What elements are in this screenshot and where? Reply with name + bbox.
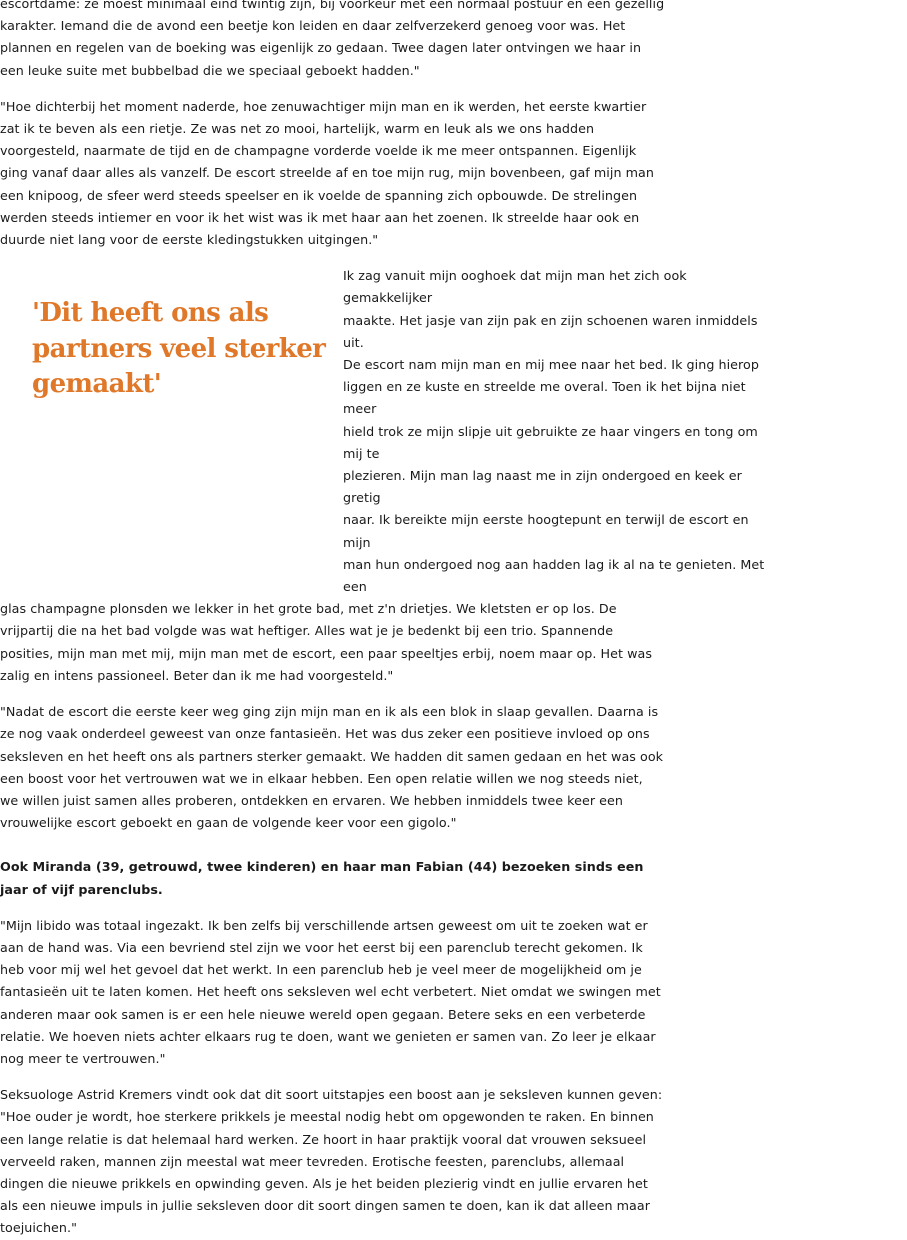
paragraph-3-floated <box>343 265 775 598</box>
pull-quote: 'Dit heeft ons als partners veel sterker gemaakt' <box>32 298 326 399</box>
paragraph-3-line: maakte. Het jasje van zijn pak en zijn schoenen waren inmiddels uit. <box>343 312 758 350</box>
paragraph-4: "Nadat de escort die eerste keer weg ging zijn mijn man en ik als een blok in slaap gevallen. Daarna is ze nog vaak onderdeel geweest van onze fantasieën. Het was dus zeker een positieve invloed op ons seksleven en het heeft ons als partners sterker gemaakt. We hadden dit samen gedaan en het was ook een boost voor het vertrouwen wat we in elkaar hebben. Een open relatie willen we nog steeds niet, we willen juist samen alles proberen, ontdekken en ervaren. We hebben inmiddels twee keer een vrouwelijke escort geboekt en gaan de volgende keer voor een gigolo." <box>0 704 664 831</box>
paragraph-3-line: plezieren. Mijn man lag naast me in zijn ondergoed en keek er gretig <box>343 468 742 506</box>
paragraph-3-line: hield trok ze mijn slipje uit gebruikte ze haar vingers en tong om mij te <box>343 423 758 461</box>
paragraph-3-line: Ik zag vanuit mijn ooghoek dat mijn man het zich ook gemakkelijker <box>343 268 687 306</box>
paragraph-6: Seksuologe Astrid Kremers vindt ook dat dit soort uitstapjes een boost aan je seksleven kunnen geven: "Hoe ouder je wordt, hoe sterkere prikkels je meestal nodig hebt om opgewonden te raken. En binnen een lange relatie is dat helemaal hard werken. Ze hoort in haar praktijk vooral dat vrouwen seksueel verveeld raken, mannen zijn meestal wat meer tevreden. Erotische feesten, parenclubs, allemaal dingen die nieuwe prikkels en opwinding geven. Als je het beiden plezierig vindt en jullie ervaren het als een nieuwe impuls in jullie seksleven door dit soort dingen samen te doen, kan ik dat alleen maar toejuichen." <box>0 1087 663 1236</box>
paragraph-2: "Hoe dichterbij het moment naderde, hoe zenuwachtiger mijn man en ik werden, het eerste kwartier zat ik te beven als een rietje. Ze was net zo mooi, hartelijk, warm en leuk als we ons hadden voorgesteld, naarmate de tijd en de champagne vorderde voelde ik me meer ontspannen. Eigenlijk ging vanaf daar alles als vanzelf. De escort streelde af en toe mijn rug, mijn bovenbeen, gaf mijn man een knipoog, de sfeer werd steeds speelser en ik voelde de spanning zich opbouwde. De strelingen werden steeds intiemer en voor ik het wist was ik met haar aan het zoenen. Ik streelde haar ook en duurde niet lang voor de eerste kledingstukken uitgingen." <box>0 98 654 248</box>
lead-paragraph: Ook Miranda (39, getrouwd, twee kinderen) en haar man Fabian (44) bezoeken sinds een jaar of vijf parenclubs. <box>0 859 644 897</box>
paragraph-3-line: man hun ondergoed nog aan hadden lag ik al na te genieten. Met een <box>343 556 765 595</box>
paragraph-5: "Mijn libido was totaal ingezakt. Ik ben zelfs bij verschillende artsen geweest om uit te zoeken wat er aan de hand was. Via een bevriend stel zijn we voor het eerst bij een parenclub terecht gekomen. Ik heb voor mij wel het gevoel dat het werkt. In een parenclub heb je veel meer de mogelijkheid om je fantasieën uit te laten komen. Het heeft ons seksleven wel echt verbetert. Niet omdat we swingen met anderen maar ook samen is er een hele nieuwe wereld open gegaan. Betere seks en een verbeterde relatie. We hoeven niets achter elkaars rug te doen, want we genieten er samen van. Zo leer je elkaar nog meer te vertrouwen." <box>0 917 661 1066</box>
paragraph-1: escortdame: ze moest minimaal eind twintig zijn, bij voorkeur met een normaal postuur en een gezellig karakter. Iemand die de avond een beetje kon leiden en daar zelfverzekerd genoeg voor was. Het plannen en regelen van de boeking was eigenlijk zo gedaan. Twee dagen later ontvingen we haar in een leuke suite met bubbelbad die we speciaal geboekt hadden." <box>0 0 665 78</box>
paragraph-3-continued: glas champagne plonsden we lekker in het grote bad, met z'n drietjes. We kletsten er op los. De vrijpartij die na het bad volgde was wat heftiger. Alles wat je je bedenkt bij een trio. Spannende posities, mijn man met mij, mijn man met de escort, een paar speeltjes erbij, noem maar op. Het was zalig en intens passioneel. Beter dan ik me had voorgesteld." <box>0 601 653 683</box>
paragraph-3-line: De escort nam mijn man en mij mee naar het bed. Ik ging hierop <box>343 357 759 373</box>
paragraph-3-line: naar. Ik bereikte mijn eerste hoogtepunt en terwijl de escort en mijn <box>343 512 749 550</box>
paragraph-3-line: liggen en ze kuste en streelde me overal. Toen ik het bijna niet meer <box>343 379 746 417</box>
